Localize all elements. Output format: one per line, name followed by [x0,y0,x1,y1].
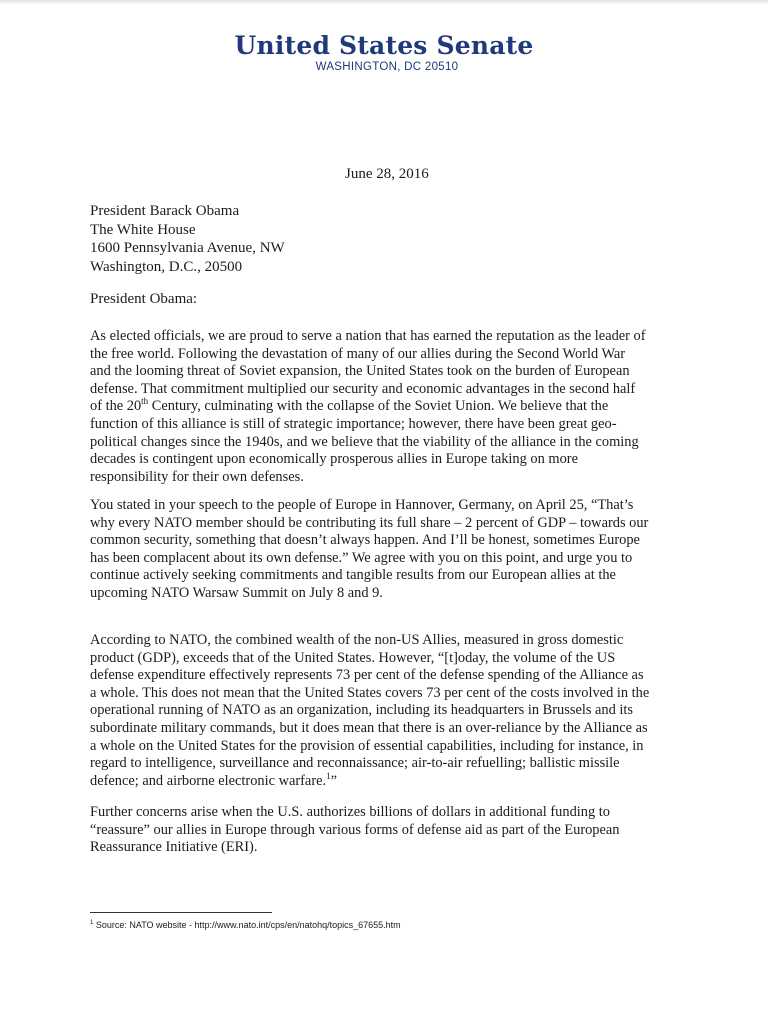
footnote-marker: 1 [90,920,94,926]
footnote-divider [90,912,272,913]
paragraph-line [90,770,690,791]
paragraph-line: continue actively seeking commitments and tangible results from our European allies at the [90,567,616,584]
salutation: President Obama: [90,291,198,307]
scan-edge [0,0,768,5]
recipient-line: 1600 Pennsylvania Avenue, NW [90,240,285,257]
paragraph-line: Reassurance Initiative (ERI). [90,839,258,856]
paragraph-line: a whole on the United States for the provision of essential capabilities, including for instance, in [90,737,644,754]
recipient-name: President Barack Obama [90,203,240,219]
paragraph-line: According to NATO, the combined wealth of the non-US Allies, measured in gross domestic [90,632,624,648]
paragraph-line: defense expenditure effectively represents 73 per cent of the defense spending of the Alliance as [90,667,644,684]
text-run: ” [330,772,337,789]
paragraph-line: a whole. This does not mean that the United States covers 73 per cent of the costs involved in the [90,684,650,701]
paragraph-line: political changes since the 1940s, and we believe that the viability of the alliance in the coming [90,433,639,450]
paragraph-line: and the looming threat of Soviet expansion, the United States took on the burden of European [90,363,630,380]
paragraph-4 [90,804,690,857]
letter-date: June 28, 2016 [345,166,429,182]
paragraph-3 [90,632,690,790]
paragraph-line: common security, something that doesn’t always happen. And I’ll be honest, sometimes Europe [90,532,640,549]
text-run: Century, culminating with the collapse of the Soviet Union. We believe that the [148,398,609,415]
paragraph-line: operational running of NATO as an organization, including its headquarters in Brussels and its [90,702,634,719]
paragraph-line: function of this alliance is still of strategic importance; however, there have been great geo- [90,415,617,432]
paragraph-line: the free world. Following the devastation of many of our allies during the Second World War [90,345,626,362]
paragraph-1 [90,328,690,486]
paragraph-line: has been complacent about its own defense.” We agree with you on this point, and urge you to [90,549,633,566]
paragraph-line: You stated in your speech to the people of Europe in Hannover, Germany, on April 25, “That’s [90,497,634,513]
footnote-reference: 1 [326,770,331,781]
text-run: defence; and airborne electronic warfare. [90,772,327,789]
paragraph-line: “reassure” our allies in Europe through various forms of defense aid as part of the European [90,821,620,838]
paragraph-line: As elected officials, we are proud to serve a nation that has earned the reputation as the leader of [90,328,646,344]
letterhead-location: WASHINGTON, DC 20510 [315,61,459,73]
ordinal-suffix: th [141,396,149,407]
paragraph-line: upcoming NATO Warsaw Summit on July 8 and 9. [90,584,383,601]
paragraph-line: regard to intelligence, surveillance and reconnaissance; air-to-air refuelling; ballistic missile [90,755,620,772]
letterhead [0,32,768,73]
recipient-line: Washington, D.C., 20500 [90,258,243,275]
paragraph-line: decades is contingent upon economically prosperous allies in Europe taking on more [90,451,578,468]
paragraph-line: product (GDP), exceeds that of the United States. However, “[t]oday, the volume of the US [90,649,616,666]
letterhead-title: United States Senate [234,31,534,60]
paragraph-line [90,398,690,416]
paragraph-line: subordinate military commands, but it does mean that there is an over-reliance by the Alliance as [90,719,648,736]
paragraph-2 [90,497,690,603]
text-run: of the 20 [90,398,142,415]
footnote-text: Source: NATO website - http://www.nato.int/cps/en/natohq/topics_67655.htm [93,920,401,930]
footnote [90,920,401,931]
paragraph-line: Further concerns arise when the U.S. authorizes billions of dollars in additional funding to [90,804,610,820]
recipient-line: The White House [90,221,196,238]
recipient-address [90,202,285,276]
paragraph-line: why every NATO member should be contributing its full share – 2 percent of GDP – towards our [90,514,649,531]
paragraph-line: defense. That commitment multiplied our security and economic advantages in the second half [90,380,636,397]
paragraph-line: responsibility for their own defenses. [90,468,304,485]
